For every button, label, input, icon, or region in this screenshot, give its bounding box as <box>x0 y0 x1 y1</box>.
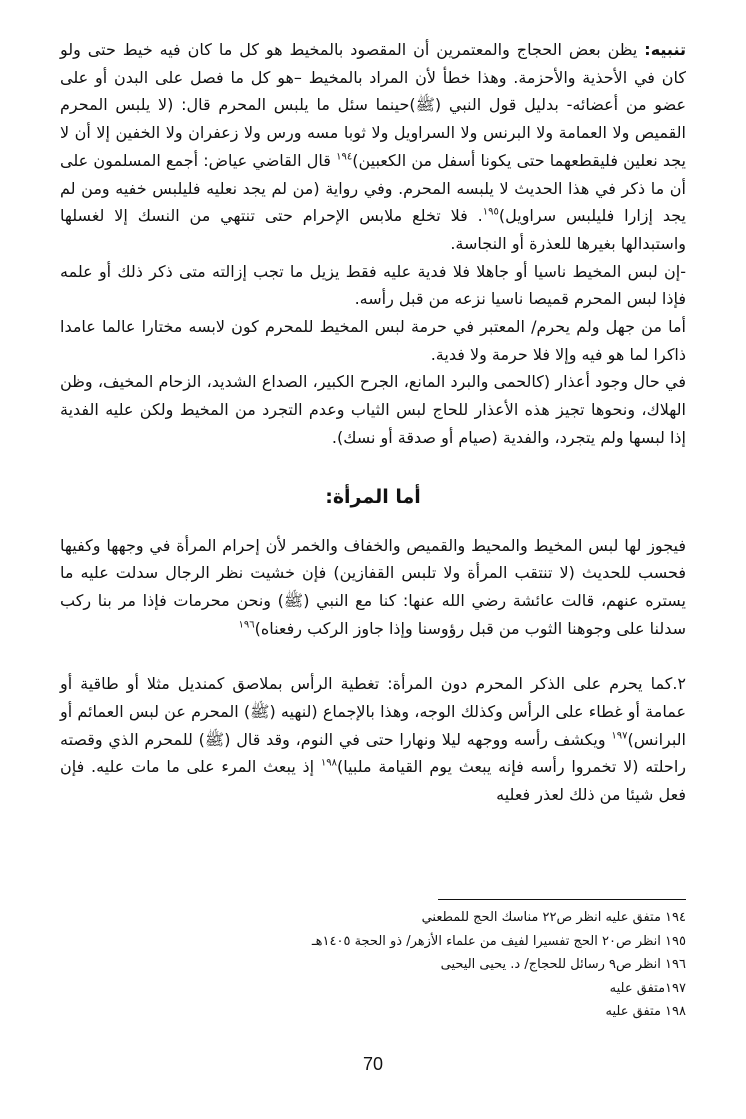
head-covering-paragraph <box>60 670 686 809</box>
ignorance-paragraph: أما من جهل ولم يحرم/ المعتبر في حرمة لبس المخيط للمحرم كون لابسه مختارا عالما عامدا ذاكرا لما هو فيه وإلا فلا حرمة ولا فدية. <box>60 317 686 364</box>
footnote-ref-195: ١٩٥ <box>482 206 499 218</box>
note-label: تنبيه: <box>644 40 686 59</box>
note-text-continued: قال القاضي عياض: أجمع المسلمون على أن ما ذكر في هذا الحديث لا يلبسه المحرم. وفي رواية (من لم يجد نعليه فليلبس خفيه ومن لم يجد إزارا فليلبس سراويل) <box>60 150 687 226</box>
head-covering-text-continued: ويكشف رأسه ووجهه ليلا ونهارا حتى في النوم، وقد قال (ﷺ) للمحرم الذي وقصته راحلته (لا تخمروا رأسه فإنه يبعث يوم القيامة ملبيا) <box>60 729 686 777</box>
note-text-end: . فلا تخلع ملابس الإحرام حتى تنتهي من النسك إلا لغسلها واستبدالها بغيرها للعذرة أو النجاسة. <box>60 206 686 253</box>
note-text: يظن بعض الحجاج والمعتمرين أن المقصود بالمخيط هو كل ما كان فيه خيط حتى ولو كان في الأحذية والأحزمة. وهذا خطأ لأن المراد بالمخيط –هو كل ما فصل على البدن أو على عضو من أعضائه- بدليل قول النبي (ﷺ)حينما سئل ما يلبس المحرم قال: (لا يلبس المحرم القميص ولا العمامة ولا البرنس ولا السراويل ولا ثوبا مسه ورس ولا زعفران ولا الخفين إلا أن لا يجد نعلين فليقطعهما حتى يكونا أسفل من الكعبين) <box>60 40 687 170</box>
footnote-197: ١٩٧متفق عليه <box>609 980 686 996</box>
woman-paragraph <box>60 532 686 643</box>
head-covering-text-end: إذ يبعث المرء على ما مات عليه. فإن فعل شيئا من ذلك لعذر فعليه <box>60 757 686 805</box>
section-heading: أما المرأة: <box>325 485 421 508</box>
footnote-ref-198: ١٩٨ <box>320 758 337 770</box>
page-number: 70 <box>362 1054 384 1074</box>
footnote-196: ١٩٦ انظر ص٩ رسائل للحجاج/ د. يحيى اليحيى <box>440 957 686 972</box>
footnote-divider <box>438 899 686 900</box>
footnotes <box>311 906 686 1024</box>
head-covering-text: ٢.كما يحرم على الذكر المحرم دون المرأة: تغطية الرأس بملاصق كمنديل مثلا أو طاقية أو عمامة أو غطاء على الرأس وكذلك الوجه، وهذا بالإجماع (لنهيه (ﷺ) المحرم عن لبس العمائم أو البرانس) <box>60 674 686 749</box>
woman-text: فيجوز لها لبس المخيط والمحيط والقميص والخفاف والخمر لأن إحرام المرأة في وجهها وكفيها فحسب للحديث (لا تنتقب المرأة ولا تلبس القفازين) فإن خشيت نظر الرجال سدلت عليه ما يستره عنهم، قالت عائشة رضي الله عنها: كنا مع النبي (ﷺ) ونحن محرمات فإذا مر بنا ركب سدلنا على وجوهنا الثوب من قبل رؤوسنا وإذا جاوز الركب رفعناه) <box>60 535 686 638</box>
note-paragraph <box>60 36 686 258</box>
footnote-ref-196: ١٩٦ <box>238 619 255 631</box>
footnote-ref-197: ١٩٧ <box>611 730 628 742</box>
footnote-198: ١٩٨ متفق عليه <box>605 1004 686 1019</box>
footnote-ref-194: ١٩٤ <box>336 151 353 163</box>
forgetful-wearing-paragraph: -إن لبس المخيط ناسيا أو جاهلا فلا فدية عليه فقط يزيل ما تجب إزالته متى ذكر ذلك أو علمه فإذا لبس المحرم قميصا ناسيا نزعه من قبل رأسه. <box>60 261 686 309</box>
page-body <box>60 36 686 809</box>
excuses-paragraph: في حال وجود أعذار (كالحمى والبرد المانع، الجرح الكبير، الصداع الشديد، الزحام المخيف، وظن الهلاك، ونحوها تجيز هذه الأعذار للحاج لبس الثياب وعدم التجرد من المخيط ولكن عليه الفدية إذا لبسها ولم يتجرد، والفدية (صيام أو صدقة أو نسك). <box>60 372 686 447</box>
footnote-194: ١٩٤ متفق عليه انظر ص٢٢ مناسك الحج للمطعني <box>421 910 686 925</box>
footnote-195: ١٩٥ انظر ص٢٠ الحج تفسيرا لفيف من علماء الأزهر/ ذو الحجة ١٤٠٥هـ <box>311 933 686 949</box>
